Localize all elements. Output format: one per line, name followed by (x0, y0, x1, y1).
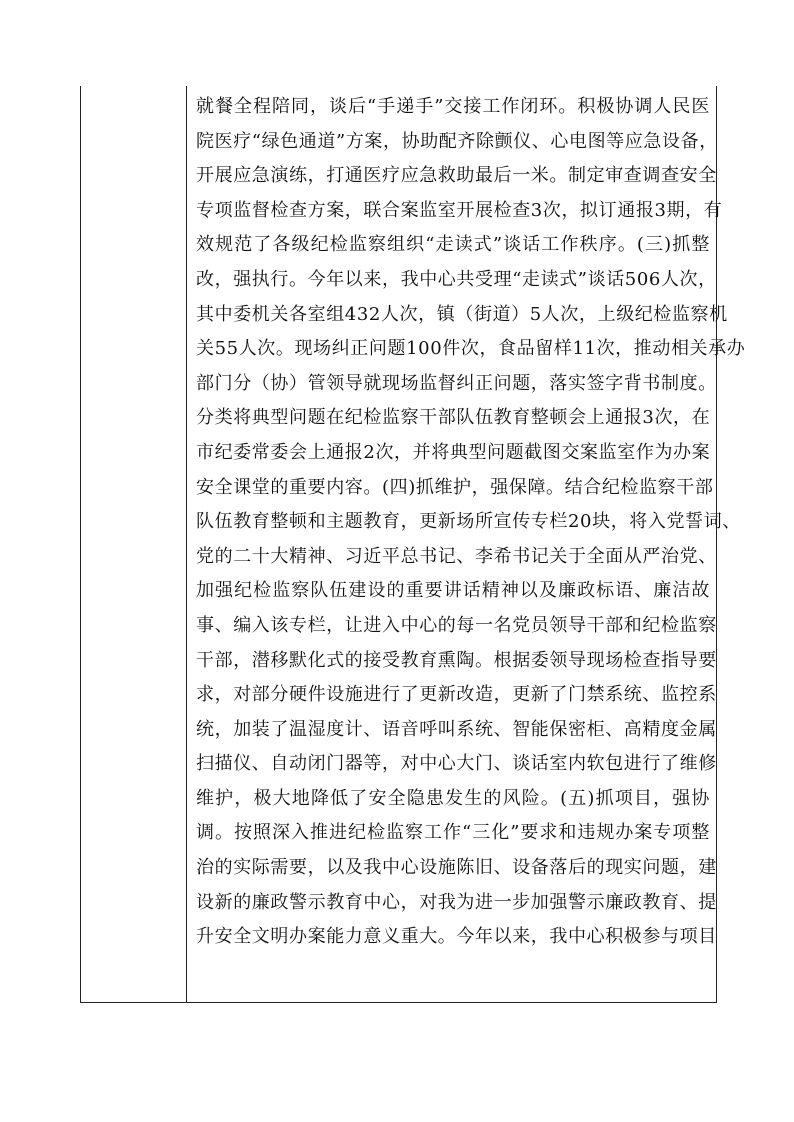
text-line: 分类将典型问题在纪检监察干部队伍教育整顿会上通报3次，在 (196, 407, 711, 429)
text-line: 治的实际需要，以及我中心设施陈旧、设备落后的现实问题，建 (196, 857, 717, 879)
text-line: 安全课堂的重要内容。(四)抓维护，强保障。结合纪检监察干部 (196, 476, 714, 498)
text-line: 求，对部分硬件设施进行了更新改造，更新了门禁系统、监控系 (196, 684, 717, 706)
form-table (80, 86, 746, 1003)
text-line: 关55人次。现场纠正问题100件次，食品留样11次，推动相关承办 (196, 338, 746, 360)
text-line: 设新的廉政警示教育中心，对我为进一步加强警示廉政教育、提 (196, 891, 717, 913)
text-line: 统，加装了温湿度计、语音呼叫系统、智能保密柜、高精度金属 (196, 718, 717, 740)
text-line: 院医疗“绿色通道”方案，协助配齐除颤仪、心电图等应急设备， (196, 130, 718, 152)
text-line: 部门分（协）管领导就现场监督纠正问题，落实签字背书制度。 (196, 372, 717, 394)
table-label-column (81, 86, 187, 1002)
text-line: 效规范了各级纪检监察组织“走读式”谈话工作秩序。(三)抓整 (196, 234, 710, 256)
text-line: 调。按照深入推进纪检监察工作“三化”要求和违规办案专项整 (196, 822, 710, 844)
text-line: 加强纪检监察队伍建设的重要讲话精神以及廉政标语、廉洁故 (196, 580, 710, 602)
text-line: 维护，极大地降低了安全隐患发生的风险。(五)抓项目，强协 (196, 787, 710, 809)
text-line: 其中委机关各室组432人次，镇（街道）5人次，上级纪检监察机 (196, 303, 728, 325)
body-paragraph (196, 90, 746, 955)
table-content-cell (187, 86, 746, 1002)
text-line: 专项监督检查方案，联合案监室开展检查3次，拟订通报3期，有 (196, 199, 723, 221)
text-line: 事、编入该专栏，让进入中心的每一名党员领导干部和纪检监察 (196, 614, 717, 636)
text-line: 扫描仪、自动闭门器等，对中心大门、谈话室内软包进行了维修 (196, 753, 717, 775)
text-line: 市纪委常委会上通报2次，并将典型问题截图交案监室作为办案 (196, 441, 711, 463)
text-line: 党的二十大精神、习近平总书记、李希书记关于全面从严治党、 (196, 545, 717, 567)
text-line: 升安全文明办案能力意义重大。今年以来，我中心积极参与项目 (196, 926, 717, 948)
text-line: 改，强执行。今年以来，我中心共受理“走读式”谈话506人次， (196, 268, 717, 290)
text-line: 干部，潜移默化式的接受教育熏陶。根据委领导现场检查指导要 (196, 649, 717, 671)
text-line: 开展应急演练，打通医疗应急救助最后一米。制定审查调查安全 (196, 165, 717, 187)
text-line: 就餐全程陪同，谈后“手递手”交接工作闭环。积极协调人民医 (196, 96, 710, 117)
text-line: 队伍教育整顿和主题教育，更新场所宣传专栏20块，将入党誓词、 (196, 511, 741, 533)
